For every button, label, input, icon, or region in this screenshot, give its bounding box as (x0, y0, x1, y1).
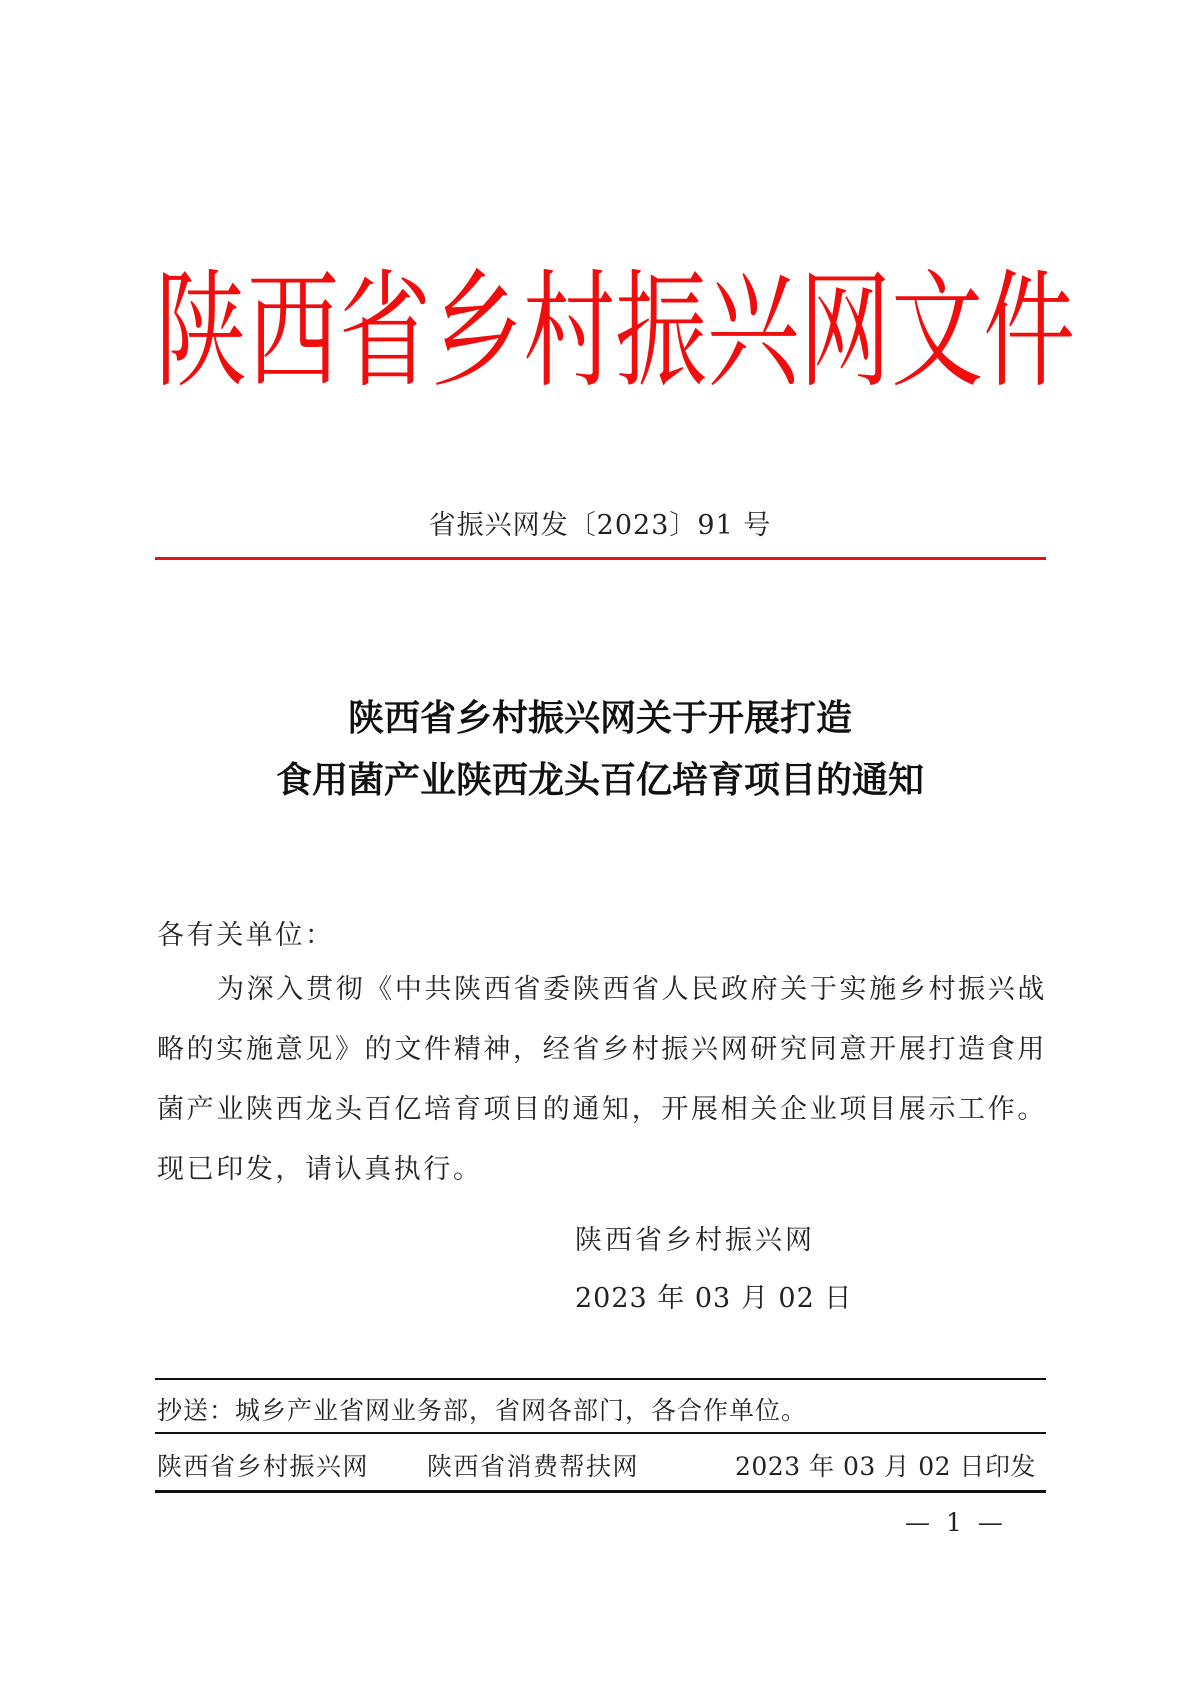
document-title-line-1: 陕西省乡村振兴网关于开展打造 (347, 697, 852, 739)
body-paragraph: 为深入贯彻《中共陕西省委陕西省人民政府关于实施乡村振兴战略的实施意见》的文件精神，经省乡村振兴网研究同意开展打造食用菌产业陕西龙头百亿培育项目的通知，开展相关企业项目展示工作。现已印发，请认真执行。 (157, 974, 1047, 1185)
body-section (157, 960, 1047, 1200)
masthead-char: 件 (983, 257, 1076, 406)
masthead-char: 西 (247, 257, 340, 406)
page-number: — 1 — (905, 1508, 1007, 1537)
masthead-char: 省 (339, 257, 432, 406)
masthead-char: 兴 (707, 257, 800, 406)
masthead-char: 陕 (155, 257, 248, 406)
signature-date: 2023 年 03 月 02 日 (575, 1283, 853, 1314)
document-title-line-2: 食用菌产业陕西龙头百亿培育项目的通知 (275, 759, 924, 801)
masthead-title (155, 257, 1076, 406)
masthead-char: 振 (615, 257, 708, 406)
footer-divider-bottom (155, 1490, 1046, 1493)
issuer-2: 陕西省消费帮扶网 (427, 1452, 640, 1481)
masthead-char: 文 (891, 257, 984, 406)
salutation: 各有关单位： (157, 920, 335, 951)
document-number: 省振兴网发〔2023〕91 号 (428, 510, 772, 541)
footer-divider-top (155, 1378, 1046, 1380)
issuer-1: 陕西省乡村振兴网 (157, 1452, 370, 1481)
cc-recipients: 抄送：城乡产业省网业务部，省网各部门，各合作单位。 (157, 1396, 808, 1425)
footer-divider-middle (155, 1432, 1046, 1434)
issue-date: 2023 年 03 月 02 日印发 (735, 1452, 1036, 1481)
red-divider (155, 557, 1046, 560)
signature-organization: 陕西省乡村振兴网 (575, 1225, 815, 1256)
masthead-char: 乡 (431, 257, 524, 406)
masthead-char: 网 (799, 257, 892, 406)
masthead-char: 村 (523, 257, 616, 406)
